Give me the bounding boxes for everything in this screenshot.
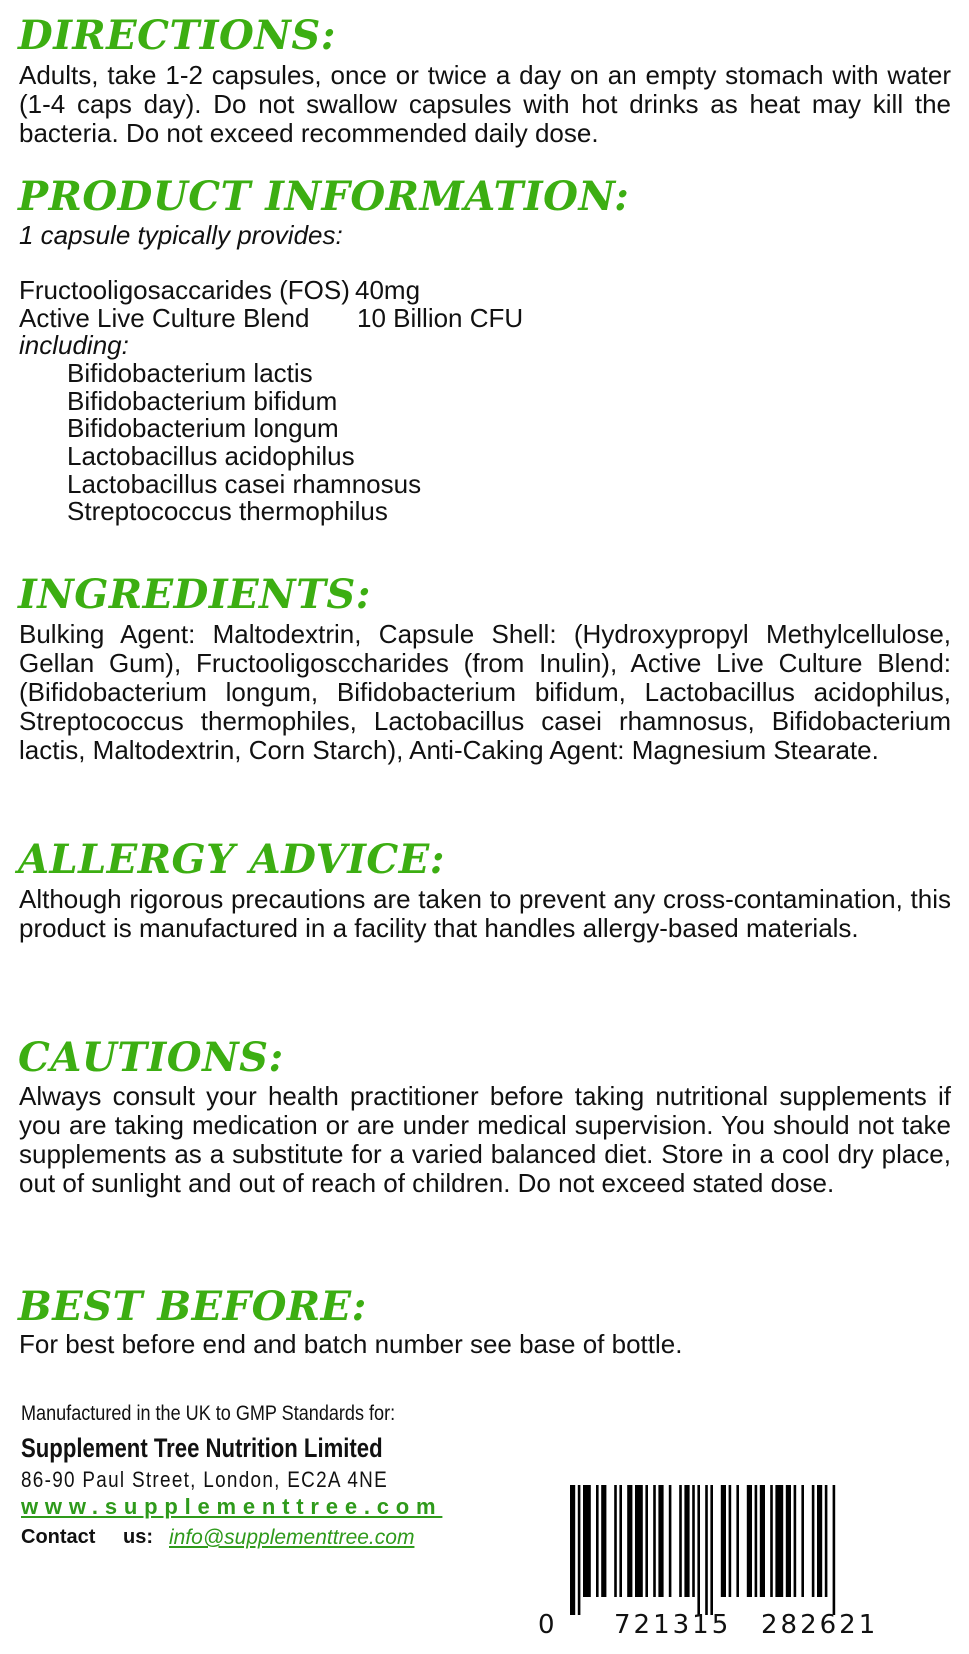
contact-label: Contact us: bbox=[21, 1526, 153, 1548]
barcode-bar bbox=[801, 1485, 804, 1597]
email-link[interactable]: info@supplementtree.com bbox=[169, 1526, 415, 1549]
barcode-bar bbox=[669, 1485, 672, 1597]
allergy-text: Although rigorous precautions are taken to prevent any cross-contamination, this product is manufactured in a facility that handles allergy-based materials. bbox=[19, 884, 951, 943]
product-information-heading: PRODUCT INFORMATION: bbox=[18, 173, 630, 220]
strain-item: Bifidobacterium lactis bbox=[67, 358, 313, 388]
ingredients-text: Bulking Agent: Maltodextrin, Capsule Shell: (Hydroxypropyl Methylcellulose, Gellan Gum), Fructooligosccharides (from Inulin), Active Live Culture Blend: (Bifidobacterium longum, Bifidobacterium bifidum, Lactobacillus acidophilus, Streptococcus thermophiles, Lactobacillus casei rhamnosus, Bifidobacterium lactis, Maltodextrin, Corn Starch), Anti-Caking Agent: Magnesium Stearate. bbox=[19, 619, 951, 765]
barcode-bar bbox=[583, 1485, 591, 1597]
barcode-bar bbox=[692, 1485, 695, 1597]
barcode-bar bbox=[578, 1485, 581, 1615]
barcode-bar bbox=[570, 1485, 575, 1615]
culture-blend-amount: 10 Billion CFU bbox=[357, 303, 524, 333]
strain-item: Streptococcus thermophilus bbox=[67, 496, 388, 526]
barcode-bar bbox=[817, 1485, 822, 1597]
barcode-bar bbox=[697, 1485, 700, 1615]
barcode-bar bbox=[736, 1485, 739, 1597]
barcode-bar bbox=[679, 1485, 682, 1597]
barcode bbox=[564, 1485, 935, 1615]
ingredients-heading: INGREDIENTS: bbox=[18, 571, 372, 618]
strain-item: Lactobacillus acidophilus bbox=[67, 441, 355, 471]
company-address: 86-90 Paul Street, London, EC2A 4NE bbox=[21, 1467, 389, 1492]
barcode-bar bbox=[627, 1485, 632, 1597]
barcode-bar bbox=[619, 1485, 622, 1597]
barcode-bar bbox=[601, 1485, 606, 1597]
barcode-digits-right: 282621 bbox=[761, 1610, 879, 1640]
barcode-bar bbox=[614, 1485, 617, 1597]
barcode-bar bbox=[760, 1485, 765, 1597]
barcode-bar bbox=[825, 1485, 828, 1597]
barcode-bar bbox=[684, 1485, 689, 1597]
strain-item: Bifidobacterium bifidum bbox=[67, 386, 338, 416]
barcode-bar bbox=[635, 1485, 643, 1597]
directions-heading: DIRECTIONS: bbox=[18, 12, 336, 59]
barcode-bar bbox=[775, 1485, 783, 1597]
allergy-heading: ALLERGY ADVICE: bbox=[18, 836, 446, 883]
barcode-bar bbox=[653, 1485, 656, 1597]
fos-name: Fructooligosaccarides (FOS) bbox=[19, 275, 350, 305]
best-before-heading: BEST BEFORE: bbox=[18, 1283, 367, 1330]
barcode-bar bbox=[705, 1485, 708, 1615]
best-before-text: For best before end and batch number see base of bottle. bbox=[19, 1329, 683, 1359]
company-name: Supplement Tree Nutrition Limited bbox=[21, 1433, 383, 1463]
strain-item: Bifidobacterium longum bbox=[67, 413, 339, 443]
barcode-bar bbox=[710, 1485, 713, 1615]
barcode-bar bbox=[645, 1485, 648, 1597]
directions-text: Adults, take 1-2 capsules, once or twice a day on an empty stomach with water (1-4 caps day). Do not swallow capsules with hot drinks as heat may kill the bacteria. Do not exceed recommended daily dose. bbox=[19, 60, 951, 148]
barcode-digits-left: 721315 bbox=[614, 1610, 732, 1640]
strain-item: Lactobacillus casei rhamnosus bbox=[67, 469, 422, 499]
fos-amount: 40mg bbox=[355, 275, 421, 305]
barcode-bar bbox=[596, 1485, 599, 1597]
barcode-bar bbox=[786, 1485, 791, 1597]
culture-blend-name: Active Live Culture Blend bbox=[19, 303, 310, 333]
barcode-digit-lead: 0 bbox=[538, 1610, 555, 1640]
barcode-bar bbox=[721, 1485, 726, 1597]
website-link[interactable]: www.supplementtree.com bbox=[21, 1494, 443, 1519]
cautions-heading: CAUTIONS: bbox=[18, 1034, 284, 1081]
serving-subtitle: 1 capsule typically provides: bbox=[19, 220, 343, 250]
manufacturer-intro: Manufactured in the UK to GMP Standards for: bbox=[21, 1402, 396, 1425]
barcode-bar bbox=[833, 1485, 836, 1615]
including-label: including: bbox=[19, 330, 129, 360]
barcode-bar bbox=[729, 1485, 732, 1597]
barcode-bar bbox=[658, 1485, 663, 1597]
barcode-bar bbox=[812, 1485, 815, 1597]
barcode-bar bbox=[755, 1485, 758, 1597]
barcode-bar bbox=[770, 1485, 773, 1597]
barcode-bar bbox=[747, 1485, 752, 1597]
barcode-bar bbox=[794, 1485, 797, 1597]
cautions-text: Always consult your health practitioner before taking nutritional supplements if you are taking medication or are under medical supervision. You should not take supplements as a substitute for a varied balanced diet. Store in a cool dry place, out of sunlight and out of reach of children. Do not exceed stated dose. bbox=[19, 1081, 951, 1198]
